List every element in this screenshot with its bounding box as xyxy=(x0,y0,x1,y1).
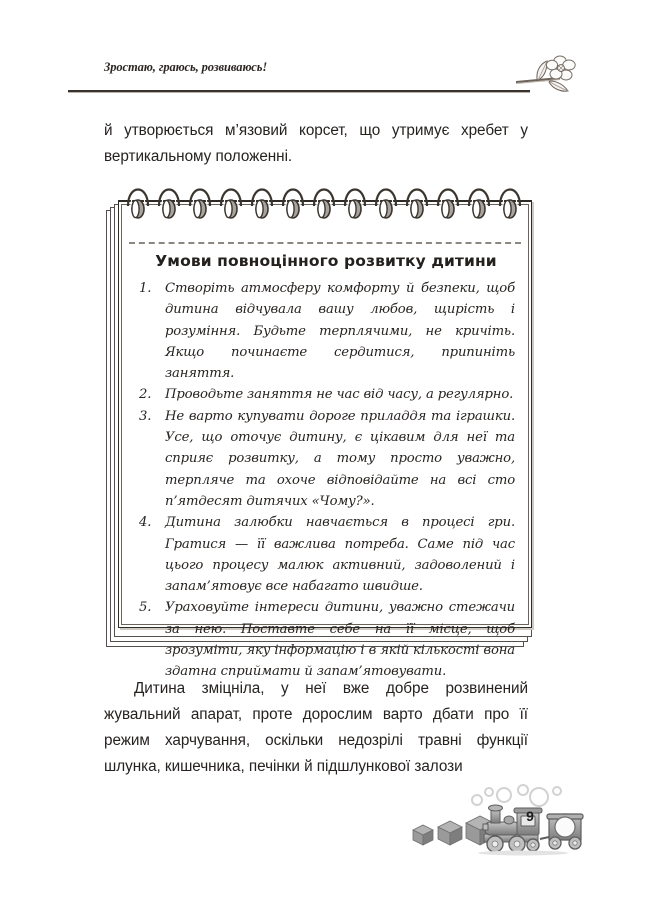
perforation-dashed-line-icon xyxy=(129,242,521,244)
toy-train-with-blocks-icon xyxy=(405,782,590,862)
list-item: Дитина залюбки навчається в процесі гри. Гратися — її важлива потреба. Саме під час цього процесу малюк активний, задоволений і запам’ятовує все набагато швидше. xyxy=(165,515,515,595)
page-header xyxy=(0,0,650,110)
list-item: Не варто купувати дороге приладдя та іграшки. Усе, що оточує дитину, є цікавим для неї та сприяє розвитку, а тому просто уважно, терпляче та охоче відповідайте на всі сто п’ятдесят дитячих «Чому?». xyxy=(165,408,515,509)
list-item: Ураховуйте інтереси дитини, уважно стежачи за нею. Поставте себе на її місце, щоб зрозуміти, яку інформацію і в якій кількості вона здатна сприймати й запам’ятовувати. xyxy=(165,600,515,680)
list-item: Створіть атмосферу комфорту й безпеки, щоб дитина відчувала вашу любов, щирість і розуміння. Будьте терплячими, не кричіть. Якщо починаєте сердитися, припиніть заняття. xyxy=(165,281,515,382)
paragraph-bottom: Дитина зміцніла, у неї вже добре розвинений жувальний апарат, проте дорослим варто дбати про її режим харчування, оскільки недозрілі травні функції шлунка, кишечника, печінки й підшлункової залози xyxy=(104,680,528,775)
notepad-sheet xyxy=(118,200,532,680)
page-number: 9 xyxy=(526,808,534,824)
notepad-list xyxy=(139,278,515,683)
running-title: Зростаю, граюсь, розвиваюсь! xyxy=(104,60,268,74)
list-item: Проводьте заняття не час від часу, а регулярно. xyxy=(165,387,514,403)
paragraph-top: й утворюється м’язовий корсет, що утримує хребет у вертикальному положенні. xyxy=(104,122,528,165)
notepad-callout xyxy=(106,188,536,680)
flower-branch-icon xyxy=(516,52,578,102)
notepad-title: Умови повноцінного розвитку дитини xyxy=(155,252,497,270)
header-rule xyxy=(68,90,530,92)
spiral-binding-icon xyxy=(116,176,536,228)
